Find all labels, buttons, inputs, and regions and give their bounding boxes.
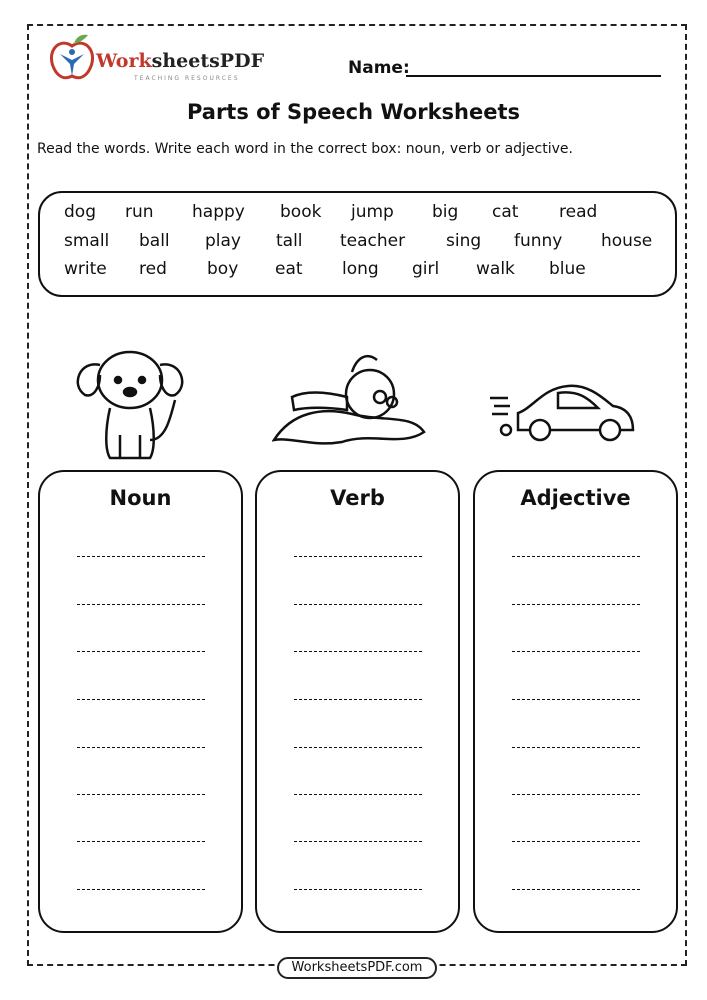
answer-line[interactable]: [294, 556, 422, 557]
answer-line[interactable]: [294, 747, 422, 748]
instructions: Read the words. Write each word in the correct box: noun, verb or adjective.: [37, 141, 573, 157]
answer-line[interactable]: [77, 699, 205, 700]
column-title: Verb: [330, 486, 385, 510]
word: funny: [514, 231, 563, 251]
word: boy: [207, 259, 239, 279]
answer-line[interactable]: [512, 841, 640, 842]
word: big: [432, 202, 459, 222]
word: read: [559, 202, 598, 222]
word: write: [64, 259, 107, 279]
logo-text: sheetsPDF: [151, 50, 265, 72]
swimmer-illustration: [272, 352, 427, 447]
answer-line[interactable]: [77, 794, 205, 795]
column-title: Adjective: [520, 486, 631, 510]
word: girl: [412, 259, 440, 279]
name-label: Name:: [348, 58, 410, 78]
word: eat: [275, 259, 303, 279]
answer-line[interactable]: [294, 841, 422, 842]
answer-line[interactable]: [512, 747, 640, 748]
word: walk: [476, 259, 515, 279]
answer-line[interactable]: [294, 651, 422, 652]
answer-line[interactable]: [294, 699, 422, 700]
answer-line[interactable]: [512, 889, 640, 890]
answer-line[interactable]: [294, 794, 422, 795]
answer-line[interactable]: [77, 651, 205, 652]
answer-line[interactable]: [512, 699, 640, 700]
word: run: [125, 202, 154, 222]
dog-illustration: [70, 340, 190, 465]
column-title: Noun: [109, 486, 172, 510]
footer-website: WorksheetsPDF.com: [277, 957, 437, 979]
adjective-box: [473, 470, 678, 933]
word: house: [601, 231, 653, 251]
car-illustration: [488, 378, 638, 448]
word: teacher: [340, 231, 406, 251]
word: play: [205, 231, 241, 251]
answer-line[interactable]: [294, 604, 422, 605]
word: long: [342, 259, 379, 279]
name-field[interactable]: [406, 75, 661, 77]
word: happy: [192, 202, 245, 222]
page-title: Parts of Speech Worksheets: [186, 100, 521, 124]
answer-line[interactable]: [512, 604, 640, 605]
word: cat: [492, 202, 519, 222]
word: tall: [276, 231, 303, 251]
logo-text-red: Work: [96, 50, 152, 72]
answer-line[interactable]: [512, 556, 640, 557]
word: red: [139, 259, 167, 279]
word: sing: [446, 231, 482, 251]
answer-line[interactable]: [77, 841, 205, 842]
verb-box: [255, 470, 460, 933]
word: ball: [139, 231, 170, 251]
answer-line[interactable]: [77, 604, 205, 605]
word: jump: [351, 202, 394, 222]
noun-box: [38, 470, 243, 933]
answer-line[interactable]: [512, 794, 640, 795]
answer-line[interactable]: [77, 556, 205, 557]
logo-tagline: TEACHING RESOURCES: [134, 75, 240, 82]
word: dog: [64, 202, 96, 222]
apple-logo-icon: [48, 32, 96, 82]
answer-line[interactable]: [77, 747, 205, 748]
answer-line[interactable]: [512, 651, 640, 652]
answer-line[interactable]: [294, 889, 422, 890]
word: blue: [549, 259, 586, 279]
answer-line[interactable]: [77, 889, 205, 890]
word: book: [280, 202, 322, 222]
word-bank: [38, 191, 677, 297]
word: small: [64, 231, 110, 251]
